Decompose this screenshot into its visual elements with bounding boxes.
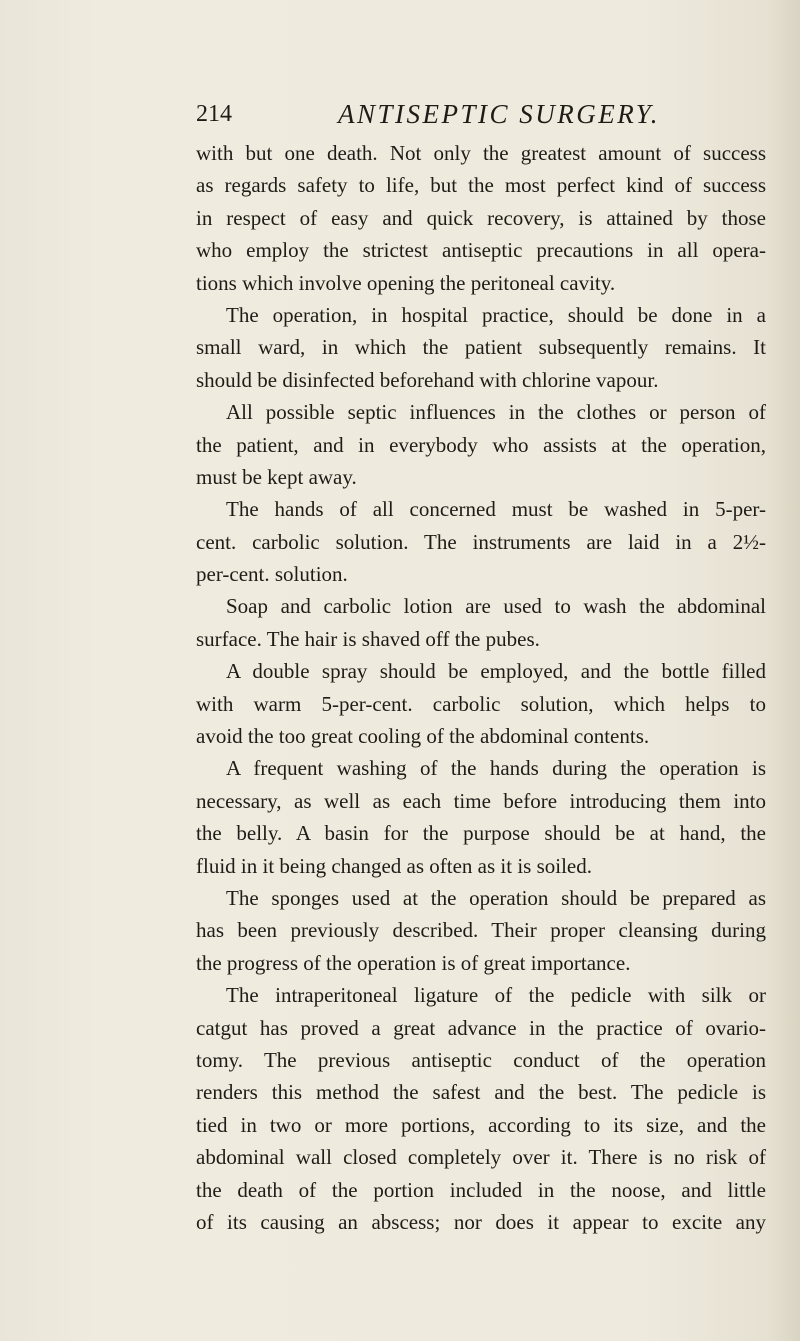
text-line: of its causing an abscess; nor does it appear to excite any: [196, 1209, 766, 1234]
text-line: renders this method the safest and the best. The pedicle is: [196, 1080, 766, 1105]
text-line: tied in two or more portions, according to its size, and the: [196, 1112, 766, 1137]
text-line: The operation, in hospital practice, should be done in a: [226, 302, 766, 327]
text-line: the patient, and in everybody who assists at the operation,: [196, 432, 766, 457]
text-line: the progress of the operation is of great importance.: [196, 950, 631, 975]
text-line: A frequent washing of the hands during the operation is: [226, 756, 766, 781]
text-line: All possible septic influences in the clothes or person of: [226, 400, 766, 425]
text-line: A double spray should be employed, and the bottle filled: [226, 659, 766, 684]
page-header: [0, 96, 800, 132]
text-line: must be kept away.: [196, 464, 357, 489]
text-line: should be disinfected beforehand with chlorine vapour.: [196, 367, 659, 392]
text-line: with but one death. Not only the greatest amount of success: [196, 141, 766, 165]
text-line: as regards safety to life, but the most perfect kind of success: [196, 173, 766, 198]
text-line: per-cent. solution.: [196, 562, 348, 587]
text-line: has been previously described. Their proper cleansing during: [196, 918, 766, 943]
text-line: Soap and carbolic lotion are used to wash the abdominal: [226, 594, 766, 619]
text-line: The intraperitoneal ligature of the pedicle with silk or: [226, 983, 766, 1008]
text-line: cent. carbolic solution. The instruments are laid in a 2½-: [196, 529, 766, 554]
text-line: the death of the portion included in the noose, and little: [196, 1177, 766, 1202]
running-title: ANTISEPTIC SURGERY.: [338, 99, 661, 129]
text-line: tomy. The previous antiseptic conduct of the operation: [196, 1047, 766, 1072]
text-line: small ward, in which the patient subsequently remains. It: [196, 335, 766, 360]
body-text: [196, 137, 766, 1238]
text-line: with warm 5-per-cent. carbolic solution, which helps to: [196, 691, 766, 716]
text-line: tions which involve opening the peritoneal cavity.: [196, 270, 616, 295]
text-line: avoid the too great cooling of the abdominal contents.: [196, 724, 650, 749]
text-line: catgut has proved a great advance in the practice of ovario-: [196, 1015, 766, 1040]
text-line: the belly. A basin for the purpose should be at hand, the: [196, 821, 766, 846]
text-line: in respect of easy and quick recovery, is attained by those: [196, 205, 766, 230]
text-line: The hands of all concerned must be washed in 5-per-: [226, 497, 766, 522]
page-number: 214: [196, 101, 232, 127]
text-line: necessary, as well as each time before introducing them into: [196, 788, 766, 813]
text-line: who employ the strictest antiseptic precautions in all opera-: [196, 238, 766, 263]
text-line: The sponges used at the operation should be prepared as: [226, 885, 766, 910]
text-line: abdominal wall closed completely over it. There is no risk of: [196, 1145, 766, 1170]
text-line: fluid in it being changed as often as it is soiled.: [196, 853, 593, 878]
text-line: surface. The hair is shaved off the pubes.: [196, 626, 540, 651]
